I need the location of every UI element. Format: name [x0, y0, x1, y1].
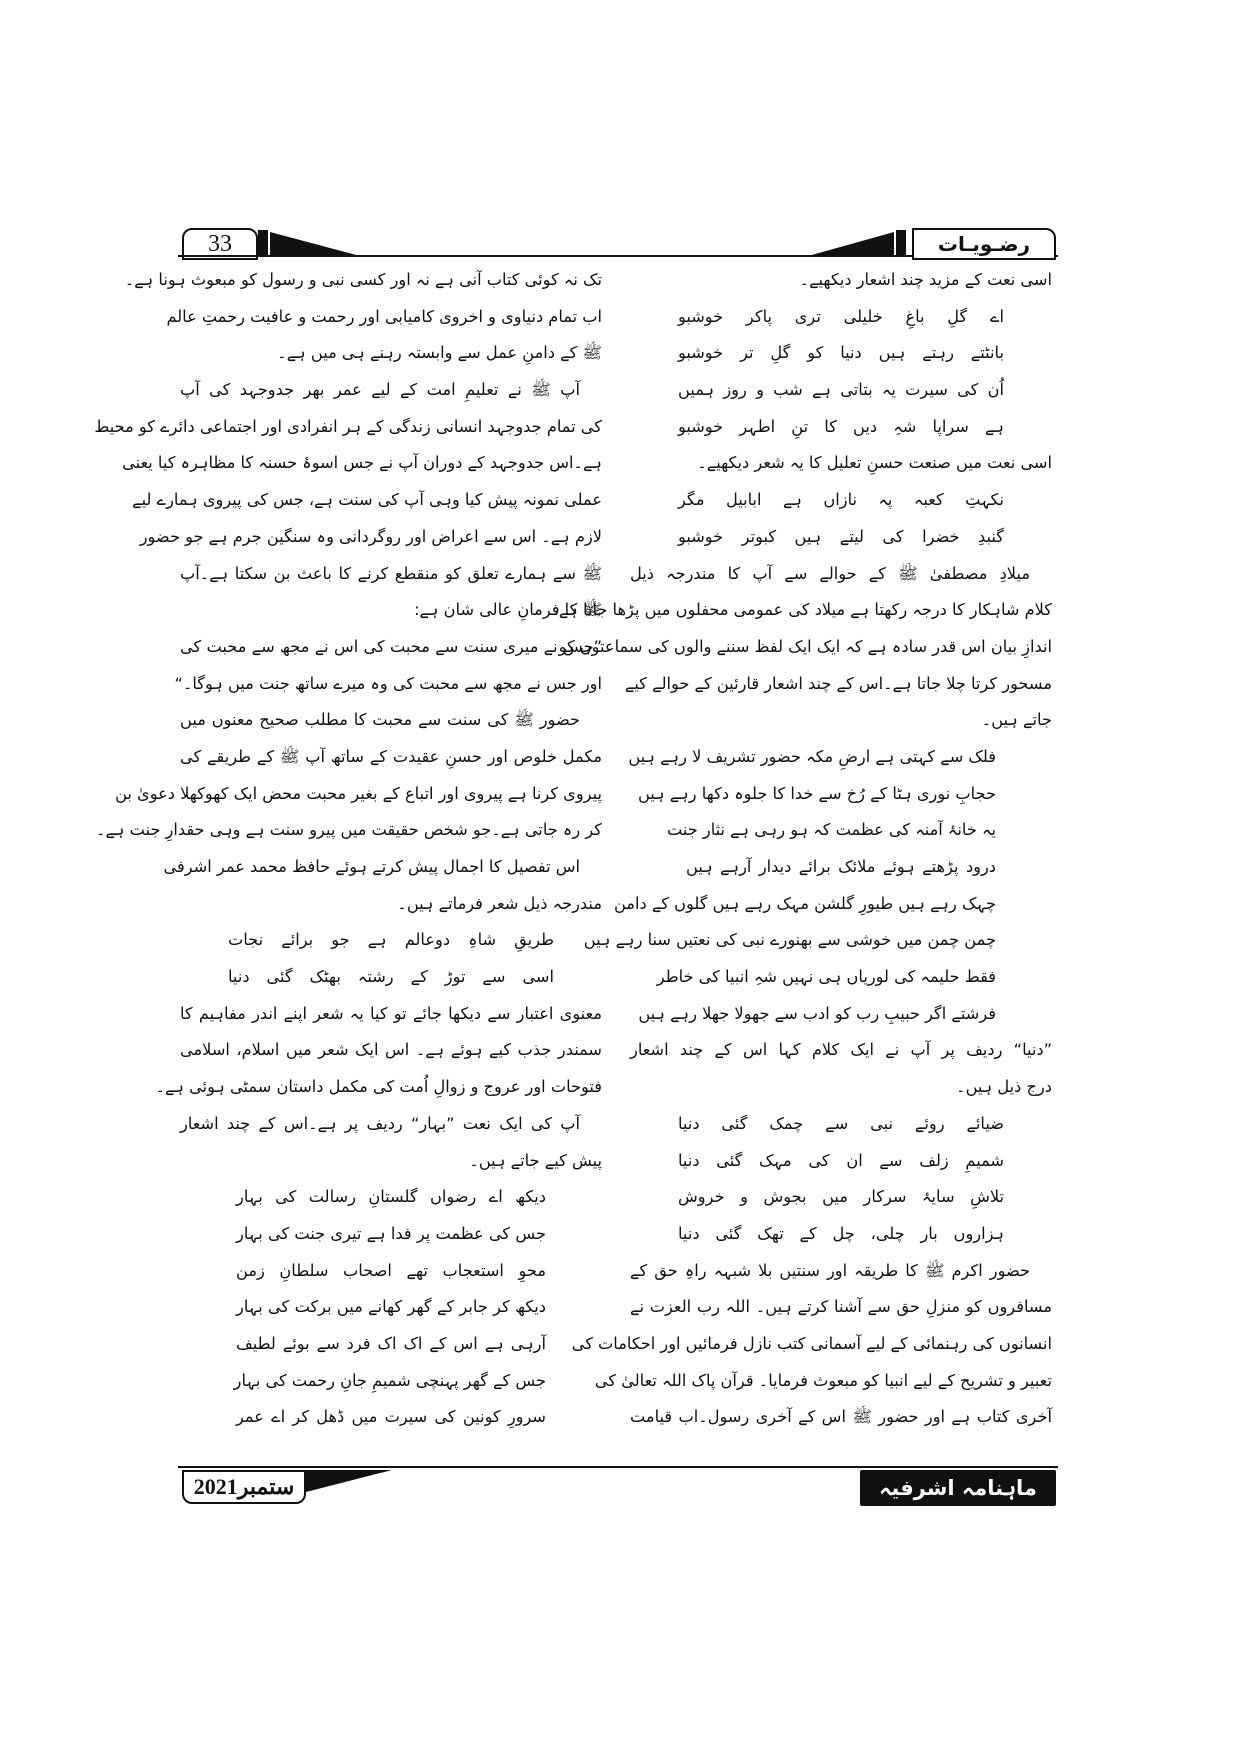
prose-line: کلام شاہکار کا درجہ رکھتا ہے میلاد کی عمومی محفلوں میں پڑھا جاتا ہے، — [553, 600, 1052, 620]
prose-line: ﷺ کے دامنِ عمل سے وابستہ رہنے ہی میں ہے۔ — [277, 343, 602, 363]
verse-line: آرہی ہے اس کے اک اک فرد سے بوئے لطیف — [236, 1333, 546, 1353]
prose-line: درج ذیل ہیں۔ — [956, 1077, 1052, 1097]
magazine-title-wedge-ornament — [808, 232, 894, 256]
verse-line: ضیائے روئے نبی سے چمک گئی دنیا — [678, 1113, 1004, 1133]
verse-line: نکہتِ کعبہ پہ نازاں ہے ابابیل مگر — [678, 490, 1004, 510]
prose-line: اندازِ بیان اس قدر سادہ ہے کہ ایک ایک لفظ سننے والوں کی سماعتوں کو — [558, 636, 1052, 656]
verse-line: چہک رہے ہیں طیورِ گلشن مہک رہے ہیں گلوں کے دامن — [613, 893, 996, 913]
prose-line: ہے۔اس جدوجہد کے دوران آپ نے جس اسوۂ حسنہ کا مظاہرہ کیا یعنی — [122, 453, 602, 473]
prose-line: لازم ہے۔ اس سے اعراض اور روگردانی وہ سنگین جرم ہے جو حضور — [139, 526, 602, 546]
verse-line: دیکھ اے رضواں گلستانِ رسالت کی بہار — [236, 1187, 546, 1207]
prose-line: مسافروں کو منزلِ حق سے آشنا کرتے ہیں۔ اللہ رب العزت نے — [630, 1297, 1052, 1317]
prose-line: آخری کتاب ہے اور حضور ﷺ اس کے آخری رسول۔اب قیامت — [630, 1407, 1052, 1427]
prose-line: حضور ﷺ کی سنت سے محبت کا مطلب صحیح معنوں میں — [180, 710, 580, 730]
prose-line: کی تمام جدوجہد انسانی زندگی کے ہر انفرادی اور اجتماعی دائرے کو محیط — [94, 416, 602, 436]
verse-line: طریقِ شاہِ دوعالم ہے جو برائے نجات — [228, 930, 554, 950]
verse-line: فرشتے اگر حبیبِ رب کو ادب سے جھولا جھلا رہے ہیں — [638, 1003, 996, 1023]
prose-line: ﷺ سے ہمارے تعلق کو منقطع کرنے کا باعث بن سکتا ہے۔آپ — [180, 563, 602, 583]
prose-line: اب تمام دنیاوی و اخروی کامیابی اور رحمت و عافیت رحمتِ عالم — [166, 306, 602, 326]
page-number-wedge-ornament — [270, 232, 360, 256]
prose-line: میلادِ مصطفیٰ ﷺ کے حوالے سے آپ کا مندرجہ ذیل — [630, 563, 1030, 583]
verse-line: سرورِ کونین کی سیرت میں ڈھل کر اے عمر — [236, 1407, 546, 1427]
verse-line: ہزاروں بار چلی، چل کے تھک گئی دنیا — [678, 1223, 1004, 1243]
prose-line: اسی نعت میں صنعت حسنِ تعلیل کا یہ شعر دیکھیے۔ — [697, 453, 1052, 473]
magazine-title: رضـویـات — [912, 228, 1056, 260]
prose-line: سمندر جذب کیے ہوئے ہے۔ اس ایک شعر میں اسلام، اسلامی — [180, 1040, 602, 1060]
prose-line: آپ کی ایک نعت ”بہار“ ردیف پر ہے۔اس کے چند اشعار — [180, 1113, 580, 1133]
verse-line: چمن چمن میں خوشی سے بھنورے نبی کی نعتیں سنا رہے ہیں — [583, 930, 996, 950]
verse-line: حجابِ نوری ہٹا کے رُخ سے خدا کا جلوہ دکھا رہے ہیں — [637, 783, 996, 803]
page-number: 33 — [182, 228, 258, 260]
prose-line: حضور اکرم ﷺ کا طریقہ اور سنتیں بلا شبہہ راہِ حق کے — [630, 1260, 1030, 1280]
prose-line: مکمل خلوص اور حسنِ عقیدت کے ساتھ آپ ﷺ کے طریقے کی — [180, 746, 602, 766]
verse-line: شمیمِ زلف سے ان کی مہک گئی دنیا — [678, 1150, 1004, 1170]
prose-line: تعبیر و تشریح کے لیے انبیا کو مبعوث فرمایا۔ قرآن پاک اللہ تعالیٰ کی — [594, 1370, 1052, 1390]
quote-line: ”جس نے میری سنت سے محبت کی اس نے مجھ سے محبت کی — [180, 636, 602, 656]
prose-line: فتوحات اور عروج و زوالِ اُمت کی مکمل داستان سمٹی ہوئی ہے۔ — [155, 1077, 602, 1097]
issue-date-wedge-ornament — [306, 1470, 392, 1492]
prose-line: مسحور کرتا چلا جاتا ہے۔اس کے چند اشعار قارئین کے حوالے کیے — [624, 673, 1052, 693]
verse-line: بانٹتے رہتے ہیں دنیا کو گلِ تر خوشبو — [678, 343, 1004, 363]
prose-line: ”دنیا“ ردیف پر آپ نے ایک کلام کہا اس کے چند اشعار — [630, 1040, 1052, 1060]
verse-line: ہے سراپا شہِ دیں کا تنِ اطہر خوشبو — [678, 416, 1004, 436]
verse-line: فقط حلیمہ کی لوریاں ہی نہیں شہِ انبیا کی خاطر — [656, 967, 996, 987]
verse-line: جس کے گھر پہنچی شمیمِ جانِ رحمت کی بہار — [233, 1370, 546, 1390]
verse-line: اے گلِ باغِ خلیلی تری پاکر خوشبو — [678, 306, 1004, 326]
left-column — [94, 262, 602, 1436]
verse-line: محوِ استعجاب تھے اصحاب سلطانِ زمن — [236, 1260, 546, 1280]
verse-line: جس کی عظمت پر فدا ہے تیری جنت کی بہار — [236, 1223, 546, 1243]
quote-line: اور جس نے مجھ سے محبت کی وہ میرے ساتھ جنت میں ہوگا۔“ — [174, 673, 602, 693]
verse-line: گنبدِ خضرا کی لیتے ہیں کبوتر خوشبو — [678, 526, 1004, 546]
issue-date: ستمبر2021 — [182, 1470, 306, 1504]
magazine-title-bar-ornament — [896, 230, 906, 256]
prose-line: اسی نعت کے مزید چند اشعار دیکھیے۔ — [799, 270, 1052, 289]
prose-line: اس تفصیل کا اجمال پیش کرتے ہوئے حافظ محمد عمر اشرفی — [163, 857, 580, 876]
prose-line: معنوی اعتبار سے دیکھا جائے تو کیا یہ شعر اپنے اندر مفاہیم کا — [180, 1003, 602, 1023]
verse-line: دیکھ کر جابر کے گھر کھانے میں برکت کی بہار — [236, 1297, 546, 1317]
verse-line: اُن کی سیرت یہ بتاتی ہے شب و روز ہمیں — [678, 380, 1004, 400]
publication-name: ماہنامہ اشرفیہ — [860, 1470, 1056, 1506]
verse-line: درود پڑھتے ہوئے ملائک برائے دیدار آرہے ہیں — [686, 857, 996, 876]
prose-line: کر رہ جاتی ہے۔جو شخص حقیقت میں پیرو سنت ہے وہی حقدارِ جنت ہے۔ — [96, 820, 602, 840]
verse-line: تلاشِ سایۂ سرکار میں بجوش و خروش — [678, 1187, 1004, 1207]
prose-line: مندرجہ ذیل شعر فرماتے ہیں۔ — [397, 893, 602, 913]
footer-rule — [178, 1466, 1058, 1468]
prose-line: پیروی کرنا ہے پیروی اور اتباع کے بغیر محبت محض ایک کھوکھلا دعویٰ بن — [115, 783, 602, 803]
prose-line: جاتے ہیں۔ — [981, 710, 1052, 730]
page-number-bar-ornament — [258, 230, 268, 256]
prose-line: آپ ﷺ نے تعلیمِ امت کے لیے عمر بھر جدوجہد کی آپ — [180, 380, 580, 400]
prose-line: تک نہ کوئی کتاب آنی ہے نہ اور کسی نبی و رسول کو مبعوث ہونا ہے۔ — [124, 270, 602, 289]
verse-line: اسی سے توڑ کے رشتہ بھٹک گئی دنیا — [228, 967, 554, 987]
verse-line: فلک سے کہتی ہے ارضِ مکہ حضور تشریف لا رہے ہیں — [628, 746, 996, 766]
prose-line: عملی نمونہ پیش کیا وہی آپ کی سنت ہے، جس کی پیروی ہمارے لیے — [132, 490, 602, 510]
right-column — [553, 262, 1052, 1436]
prose-line: ﷺ کا فرمانِ عالی شان ہے: — [414, 600, 602, 620]
prose-line: انسانوں کی رہنمائی کے لیے آسمانی کتب نازل فرمائیں اور احکامات کی — [571, 1333, 1052, 1353]
prose-line: پیش کیے جاتے ہیں۔ — [469, 1150, 602, 1170]
verse-line: یہ خانۂ آمنہ کی عظمت کہ ہو رہی ہے نثار جنت — [666, 820, 996, 840]
